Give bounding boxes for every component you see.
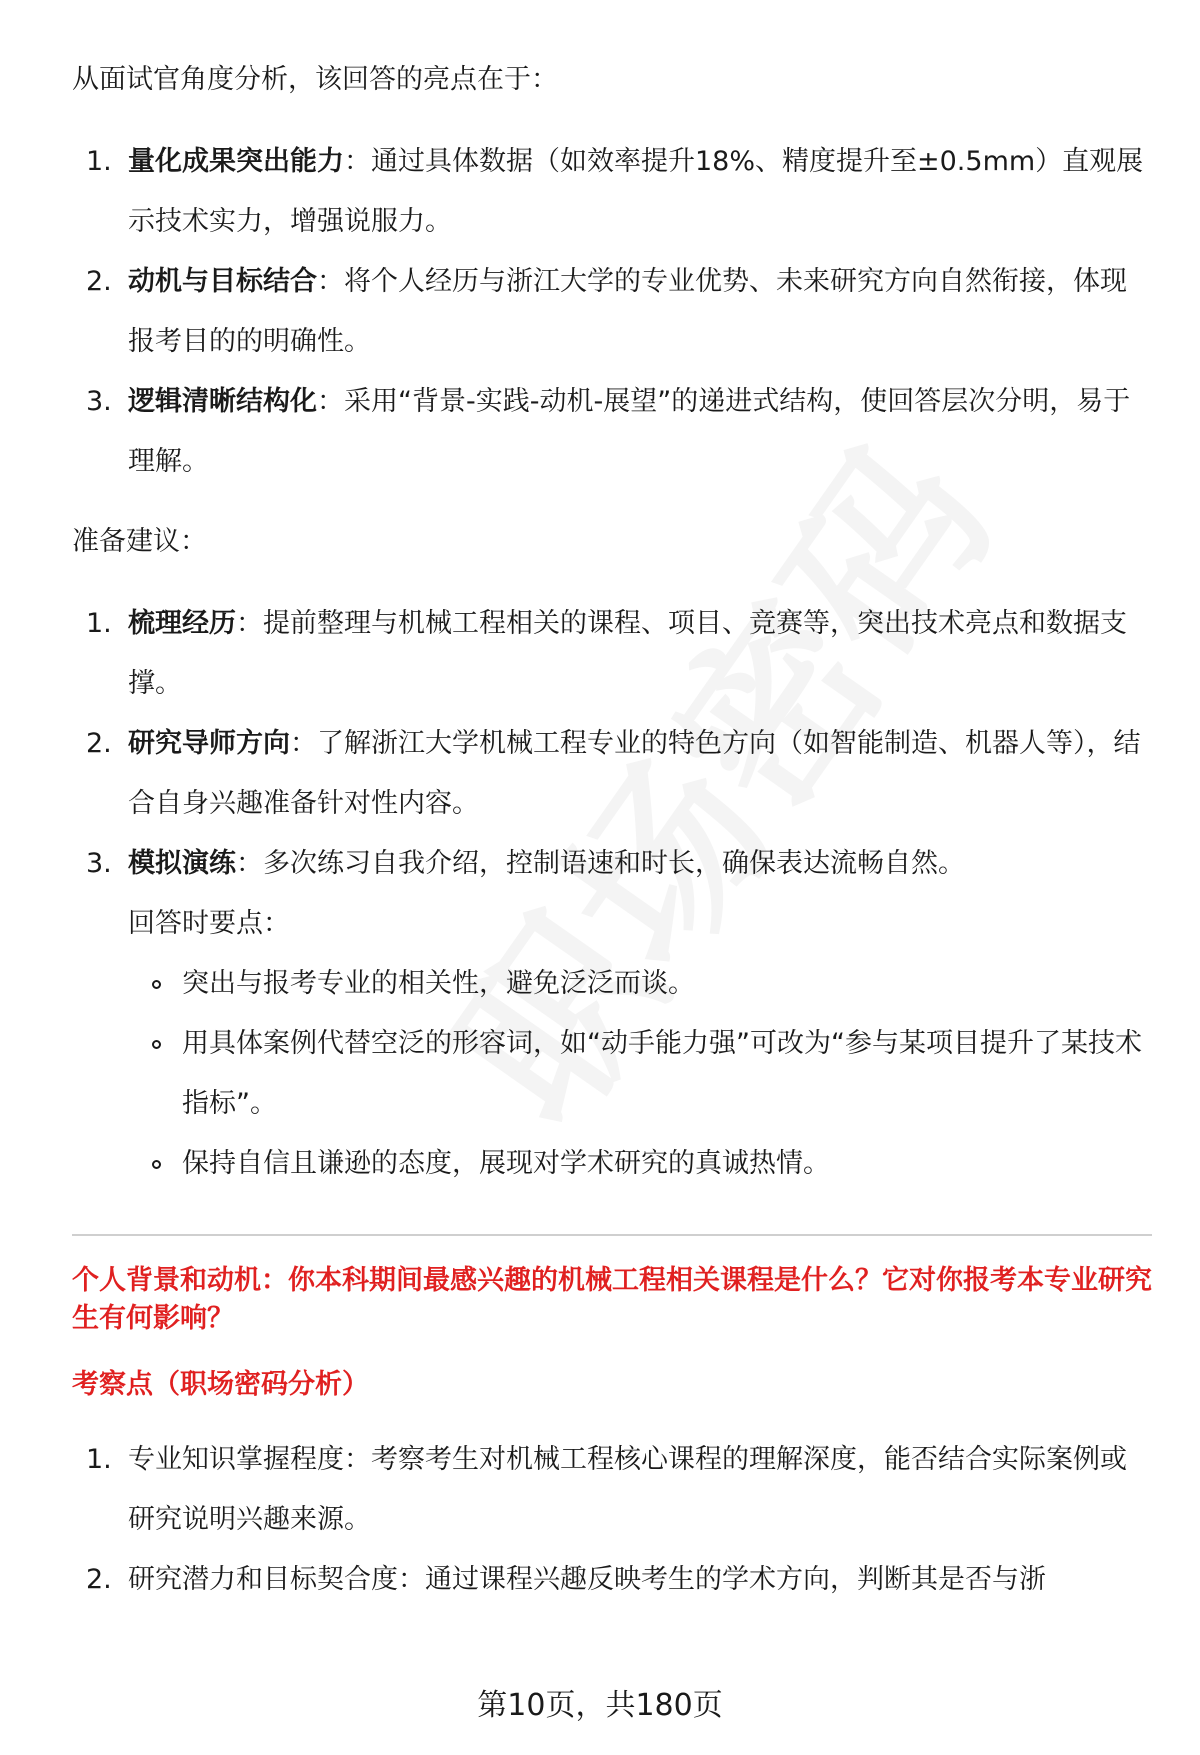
list-number: 3. <box>86 848 112 879</box>
prep-list <box>72 594 1152 1194</box>
list-number: 1. <box>86 146 112 177</box>
list-item <box>72 1550 1152 1610</box>
list-item <box>72 714 1152 834</box>
item-separator: ： <box>317 386 344 417</box>
answer-points-list <box>128 954 1152 1194</box>
list-item <box>72 132 1152 252</box>
list-item <box>72 252 1152 372</box>
section-divider <box>72 1234 1152 1236</box>
item-text: 研究潜力和目标契合度：通过课程兴趣反映考生的学术方向，判断其是否与浙 <box>128 1564 1046 1595</box>
item-title: 逻辑清晰结构化 <box>128 386 317 417</box>
analysis-intro: 从面试官角度分析，该回答的亮点在于： <box>72 64 558 95</box>
item-separator: ： <box>236 848 263 879</box>
list-number: 1. <box>86 1444 112 1475</box>
item-text: 专业知识掌握程度：考察考生对机械工程核心课程的理解深度，能否结合实际案例或研究说明兴趣来源。 <box>128 1444 1127 1535</box>
item-separator: ： <box>236 608 263 639</box>
list-number: 1. <box>86 608 112 639</box>
item-text: 提前整理与机械工程相关的课程、项目、竞赛等，突出技术亮点和数据支撑。 <box>128 608 1127 699</box>
prep-intro: 准备建议： <box>72 526 207 557</box>
assessment-points-list <box>72 1430 1152 1610</box>
list-number: 2. <box>86 1564 112 1595</box>
item-title: 模拟演练 <box>128 848 236 879</box>
list-item <box>72 834 1152 1194</box>
item-text: 了解浙江大学机械工程专业的特色方向（如智能制造、机器人等），结合自身兴趣准备针对性内容。 <box>128 728 1141 819</box>
analysis-list <box>72 132 1152 492</box>
list-item <box>72 372 1152 492</box>
list-item <box>128 954 1152 1014</box>
hollow-bullet-icon <box>152 1040 161 1049</box>
item-text: 采用“背景-实践-动机-展望”的递进式结构，使回答层次分明，易于理解。 <box>128 386 1131 477</box>
assessment-points-heading: 考察点（职场密码分析） <box>72 1369 369 1400</box>
list-number: 2. <box>86 266 112 297</box>
item-text: 将个人经历与浙江大学的专业优势、未来研究方向自然衔接，体现报考目的的明确性。 <box>128 266 1127 357</box>
question-title: 个人背景和动机：你本科期间最感兴趣的机械工程相关课程是什么？它对你报考本专业研究生有何影响？ <box>72 1265 1152 1334</box>
item-title: 梳理经历 <box>128 608 236 639</box>
bullet-text: 用具体案例代替空泛的形容词，如“动手能力强”可改为“参与某项目提升了某技术指标”。 <box>182 1028 1142 1119</box>
list-item <box>72 594 1152 714</box>
item-title: 动机与目标结合 <box>128 266 317 297</box>
bullet-text: 突出与报考专业的相关性，避免泛泛而谈。 <box>182 968 695 999</box>
item-text: 多次练习自我介绍，控制语速和时长，确保表达流畅自然。 <box>263 848 965 879</box>
list-item <box>72 1430 1152 1550</box>
hollow-bullet-icon <box>152 980 161 989</box>
answer-points-heading: 回答时要点： <box>128 908 290 939</box>
bullet-text: 保持自信且谦逊的态度，展现对学术研究的真诚热情。 <box>182 1148 830 1179</box>
item-separator: ： <box>317 266 344 297</box>
document-body <box>72 50 1152 1630</box>
page-number: 第10页，共180页 <box>477 1688 723 1723</box>
hollow-bullet-icon <box>152 1160 161 1169</box>
item-text: 通过具体数据（如效率提升18%、精度提升至±0.5mm）直观展示技术实力，增强说服力。 <box>128 146 1144 237</box>
list-item <box>128 1014 1152 1134</box>
item-title: 量化成果突出能力 <box>128 146 344 177</box>
list-number: 2. <box>86 728 112 759</box>
list-number: 3. <box>86 386 112 417</box>
item-separator: ： <box>344 146 371 177</box>
list-item <box>128 1134 1152 1194</box>
item-separator: ： <box>290 728 317 759</box>
item-title: 研究导师方向 <box>128 728 290 759</box>
